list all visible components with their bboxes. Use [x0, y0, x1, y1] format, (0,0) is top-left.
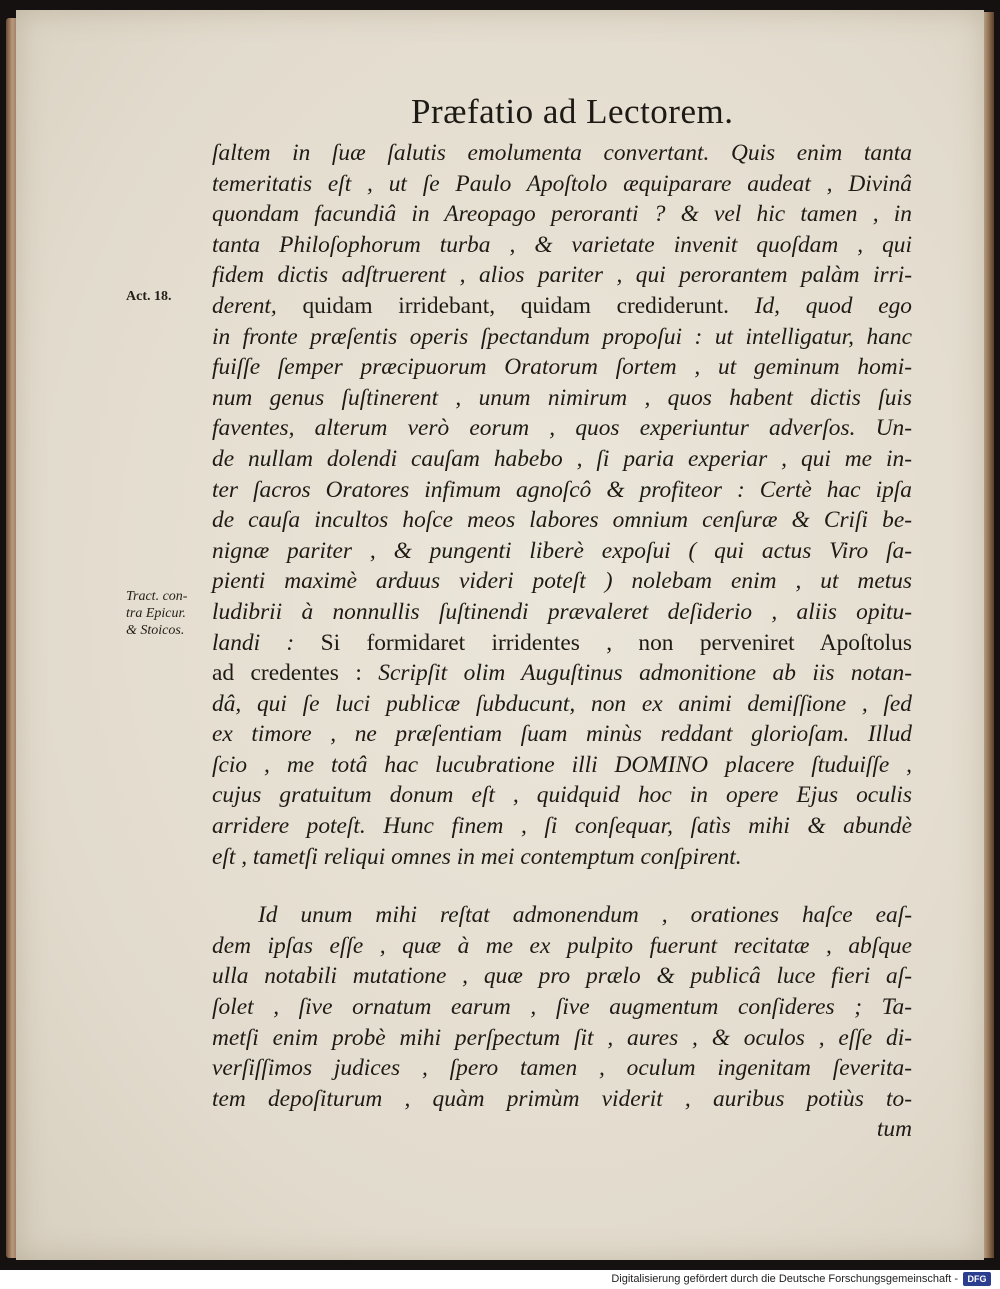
text-line: dem ipſas eſſe , quæ à me ex pulpito fuerunt recitatæ , abſque [212, 932, 912, 959]
text-line: Id unum mihi reſtat admonendum , orationes haſce eaſ- [258, 902, 912, 929]
text-line: cujus gratuitum donum eſt , quidquid hoc in opere Ejus oculis [212, 782, 912, 809]
text-line-fragment: derent, [212, 292, 277, 319]
text-line: de nullam dolendi cauſam habebo , ſi paria experiar , qui me in- [212, 445, 912, 472]
text-line: ulla notabili mutatione , quæ pro prælo & publicâ luce fieri aſ- [212, 963, 912, 990]
margin-note-line: Tract. con- [126, 589, 188, 604]
text-line: ter ſacros Oratores infimum agnoſcô & profiteor : Certè hac ipſa [212, 476, 912, 503]
paragraph-break [212, 872, 912, 900]
margin-note-tractatus [126, 588, 187, 639]
running-head: Præfatio ad Lectorem. [411, 92, 734, 131]
text-line: quondam facundiâ in Areopago peroranti ? & vel hic tamen , in [212, 201, 912, 228]
margin-note-line: tra Epicur. [126, 606, 186, 621]
text-line: de cauſa incultos hoſce meos labores omnium cenſuræ & Criſi be- [212, 507, 912, 534]
catchword: tum [876, 1116, 912, 1143]
text-line-fragment-roman: quidam irridebant, quidam crediderunt. [302, 292, 729, 319]
text-line: fuiſſe ſemper præcipuorum Oratorum ſortem , ut geminum homi- [212, 354, 912, 381]
text-line: num genus ſuſtinerent , unum nimirum , quos habent dictis ſuis [212, 384, 912, 411]
text-line-fragment-roman: ad credentes : [212, 660, 362, 687]
text-line [212, 291, 912, 322]
text-line: verſiſſimos judices , ſpero tamen , oculum ingenitam ſeverita- [212, 1055, 912, 1082]
text-line: tanta Philoſophorum turba , & varietate invenit quoſdam , qui [212, 231, 912, 258]
text-line: arridere poteſt. Hunc finem , ſi conſequar, ſatìs mihi & abundè [212, 813, 912, 840]
text-line: ludibrii à nonnullis ſuſtinendi prævaleret deſiderio , aliis opitu- [212, 598, 912, 625]
text-line: tem depoſiturum , quàm primùm viderit , auribus potiùs to- [212, 1085, 912, 1112]
margin-note-line: & Stoicos. [126, 623, 185, 638]
text-line-fragment: Id, quod ego [754, 292, 912, 319]
text-line: eſt , tametſi reliqui omnes in mei contemptum conſpirent. [212, 843, 742, 870]
text-line: faventes, alterum verò eorum , quos experiuntur adverſos. Un- [212, 415, 912, 442]
text-line-fragment: landi : [212, 629, 295, 656]
text-line [212, 658, 912, 689]
text-line: dâ, qui ſe luci publicæ ſubducunt, non ex animi demiſſione , ſed [212, 690, 912, 717]
text-line: fidem dictis adſtruerent , alios pariter , qui perorantem palàm irri- [212, 262, 912, 289]
text-line-fragment-roman: Si formidaret irridentes , non perveniret Apoſtolus [320, 629, 912, 656]
text-line: temeritatis eſt , ut ſe Paulo Apoſtolo æquiparare audeat , Divinâ [212, 170, 912, 197]
text-line: ſaltem in ſuæ ſalutis emolumenta convertant. Quis enim tanta [212, 140, 912, 166]
text-line: in fronte præſentis operis ſpectandum propoſui : ut intelligatur, hanc [212, 323, 912, 350]
margin-note-acts: Act. 18. [126, 289, 172, 304]
dfg-logo-icon: DFG [963, 1272, 991, 1286]
text-line: ex timore , ne præſentiam ſuam minùs reddant glorioſam. Illud [212, 721, 912, 748]
text-line: nignæ pariter , & pungenti liberè expoſui ( qui actus Viro ſa- [212, 537, 912, 564]
text-line-fragment: Scripſit olim Auguſtinus admonitione ab iis notan- [378, 660, 912, 687]
text-line: ſolet , ſive ornatum earum , ſive augmentum conſideres ; Ta- [212, 994, 912, 1021]
text-line: pienti maximè arduus videri poteſt ) nolebam enim , ut metus [212, 568, 912, 595]
funding-credit: Digitalisierung gefördert durch die Deutsche Forschungsgemeinschaft - [611, 1273, 958, 1285]
body-text [212, 138, 912, 1145]
text-line [212, 628, 912, 659]
text-line: ſcio , me totâ hac lucubratione illi DOMINO placere ſtuduiſſe , [212, 751, 912, 778]
text-line: metſi enim probè mihi perſpectum ſit , aures , & oculos , eſſe di- [212, 1024, 912, 1051]
